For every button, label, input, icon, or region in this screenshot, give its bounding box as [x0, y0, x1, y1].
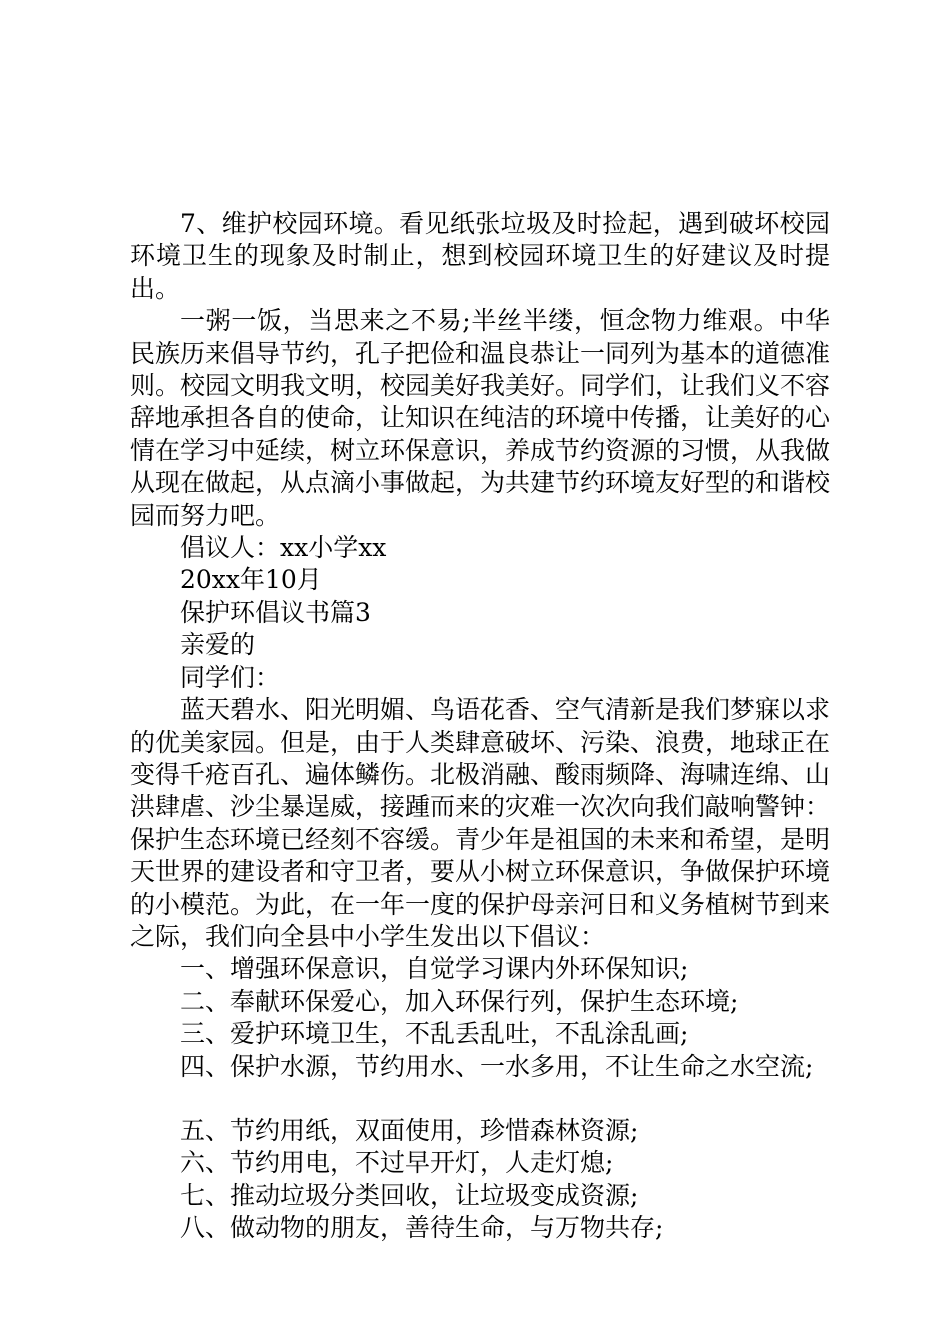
paragraph-frugality: 一粥一饭，当思来之不易;半丝半缕，恒念物力维艰。中华民族历来倡导节约，孔子把俭和温良恭让一同列为基本的道德准则。校园文明我文明，校园美好我美好。同学们，让我们义不容辞地承担各自的使命，让知识在纯洁的环境中传播，让美好的心情在学习中延续，树立环保意识，养成节约资源的习惯，从我做从现在做起，从点滴小事做起，为共建节约环境友好型的和谐校园而努力吧。	[130, 306, 831, 530]
salutation-line-2: 同学们：	[180, 662, 281, 692]
section-title: 保护环倡议书篇3	[180, 597, 371, 627]
proposal-item-4: 四、保护水源，节约用水、一水多用，不让生命之水空流;	[180, 1051, 814, 1081]
paragraph-intro: 蓝天碧水、阳光明媚、鸟语花香、空气清新是我们梦寐以求的优美家园。但是，由于人类肆意破坏、污染、浪费，地球正在变得千疮百孔、遍体鳞伤。北极消融、酸雨频降、海啸连绵、山洪肆虐、沙尘暴逞威，接踵而来的灾难一次次向我们敲响警钟：保护生态环境已经刻不容缓。青少年是祖国的未来和希望，是明天世界的建设者和守卫者，要从小树立环保意识，争做保护环境的小模范。为此，在一年一度的保护母亲河日和义务植树节到来之际，我们向全县中小学生发出以下倡议：	[130, 695, 831, 951]
initiator-line: 倡议人：xx小学xx	[180, 533, 387, 563]
proposal-item-7: 七、推动垃圾分类回收，让垃圾变成资源;	[180, 1180, 639, 1210]
proposal-item-5: 五、节约用纸，双面使用，珍惜森林资源;	[180, 1115, 639, 1145]
blank-line	[130, 1083, 830, 1115]
date-line: 20xx年10月	[180, 565, 322, 595]
paragraph-item-7: 7、维护校园环境。看见纸张垃圾及时捡起，遇到破坏校园环境卫生的现象及时制止，想到校园环境卫生的好建议及时提出。	[130, 209, 830, 303]
salutation-line-1: 亲爱的	[180, 630, 256, 660]
proposal-item-8: 八、做动物的朋友，善待生命，与万物共存;	[180, 1213, 664, 1243]
proposal-item-1: 一、增强环保意识，自觉学习课内外环保知识;	[180, 954, 689, 984]
proposal-item-3: 三、爱护环境卫生，不乱丢乱吐，不乱涂乱画;	[180, 1019, 689, 1049]
proposal-item-2: 二、奉献环保爱心，加入环保行列，保护生态环境;	[180, 986, 739, 1016]
proposal-item-6: 六、节约用电，不过早开灯，人走灯熄;	[180, 1148, 614, 1178]
document-body	[130, 208, 830, 1245]
